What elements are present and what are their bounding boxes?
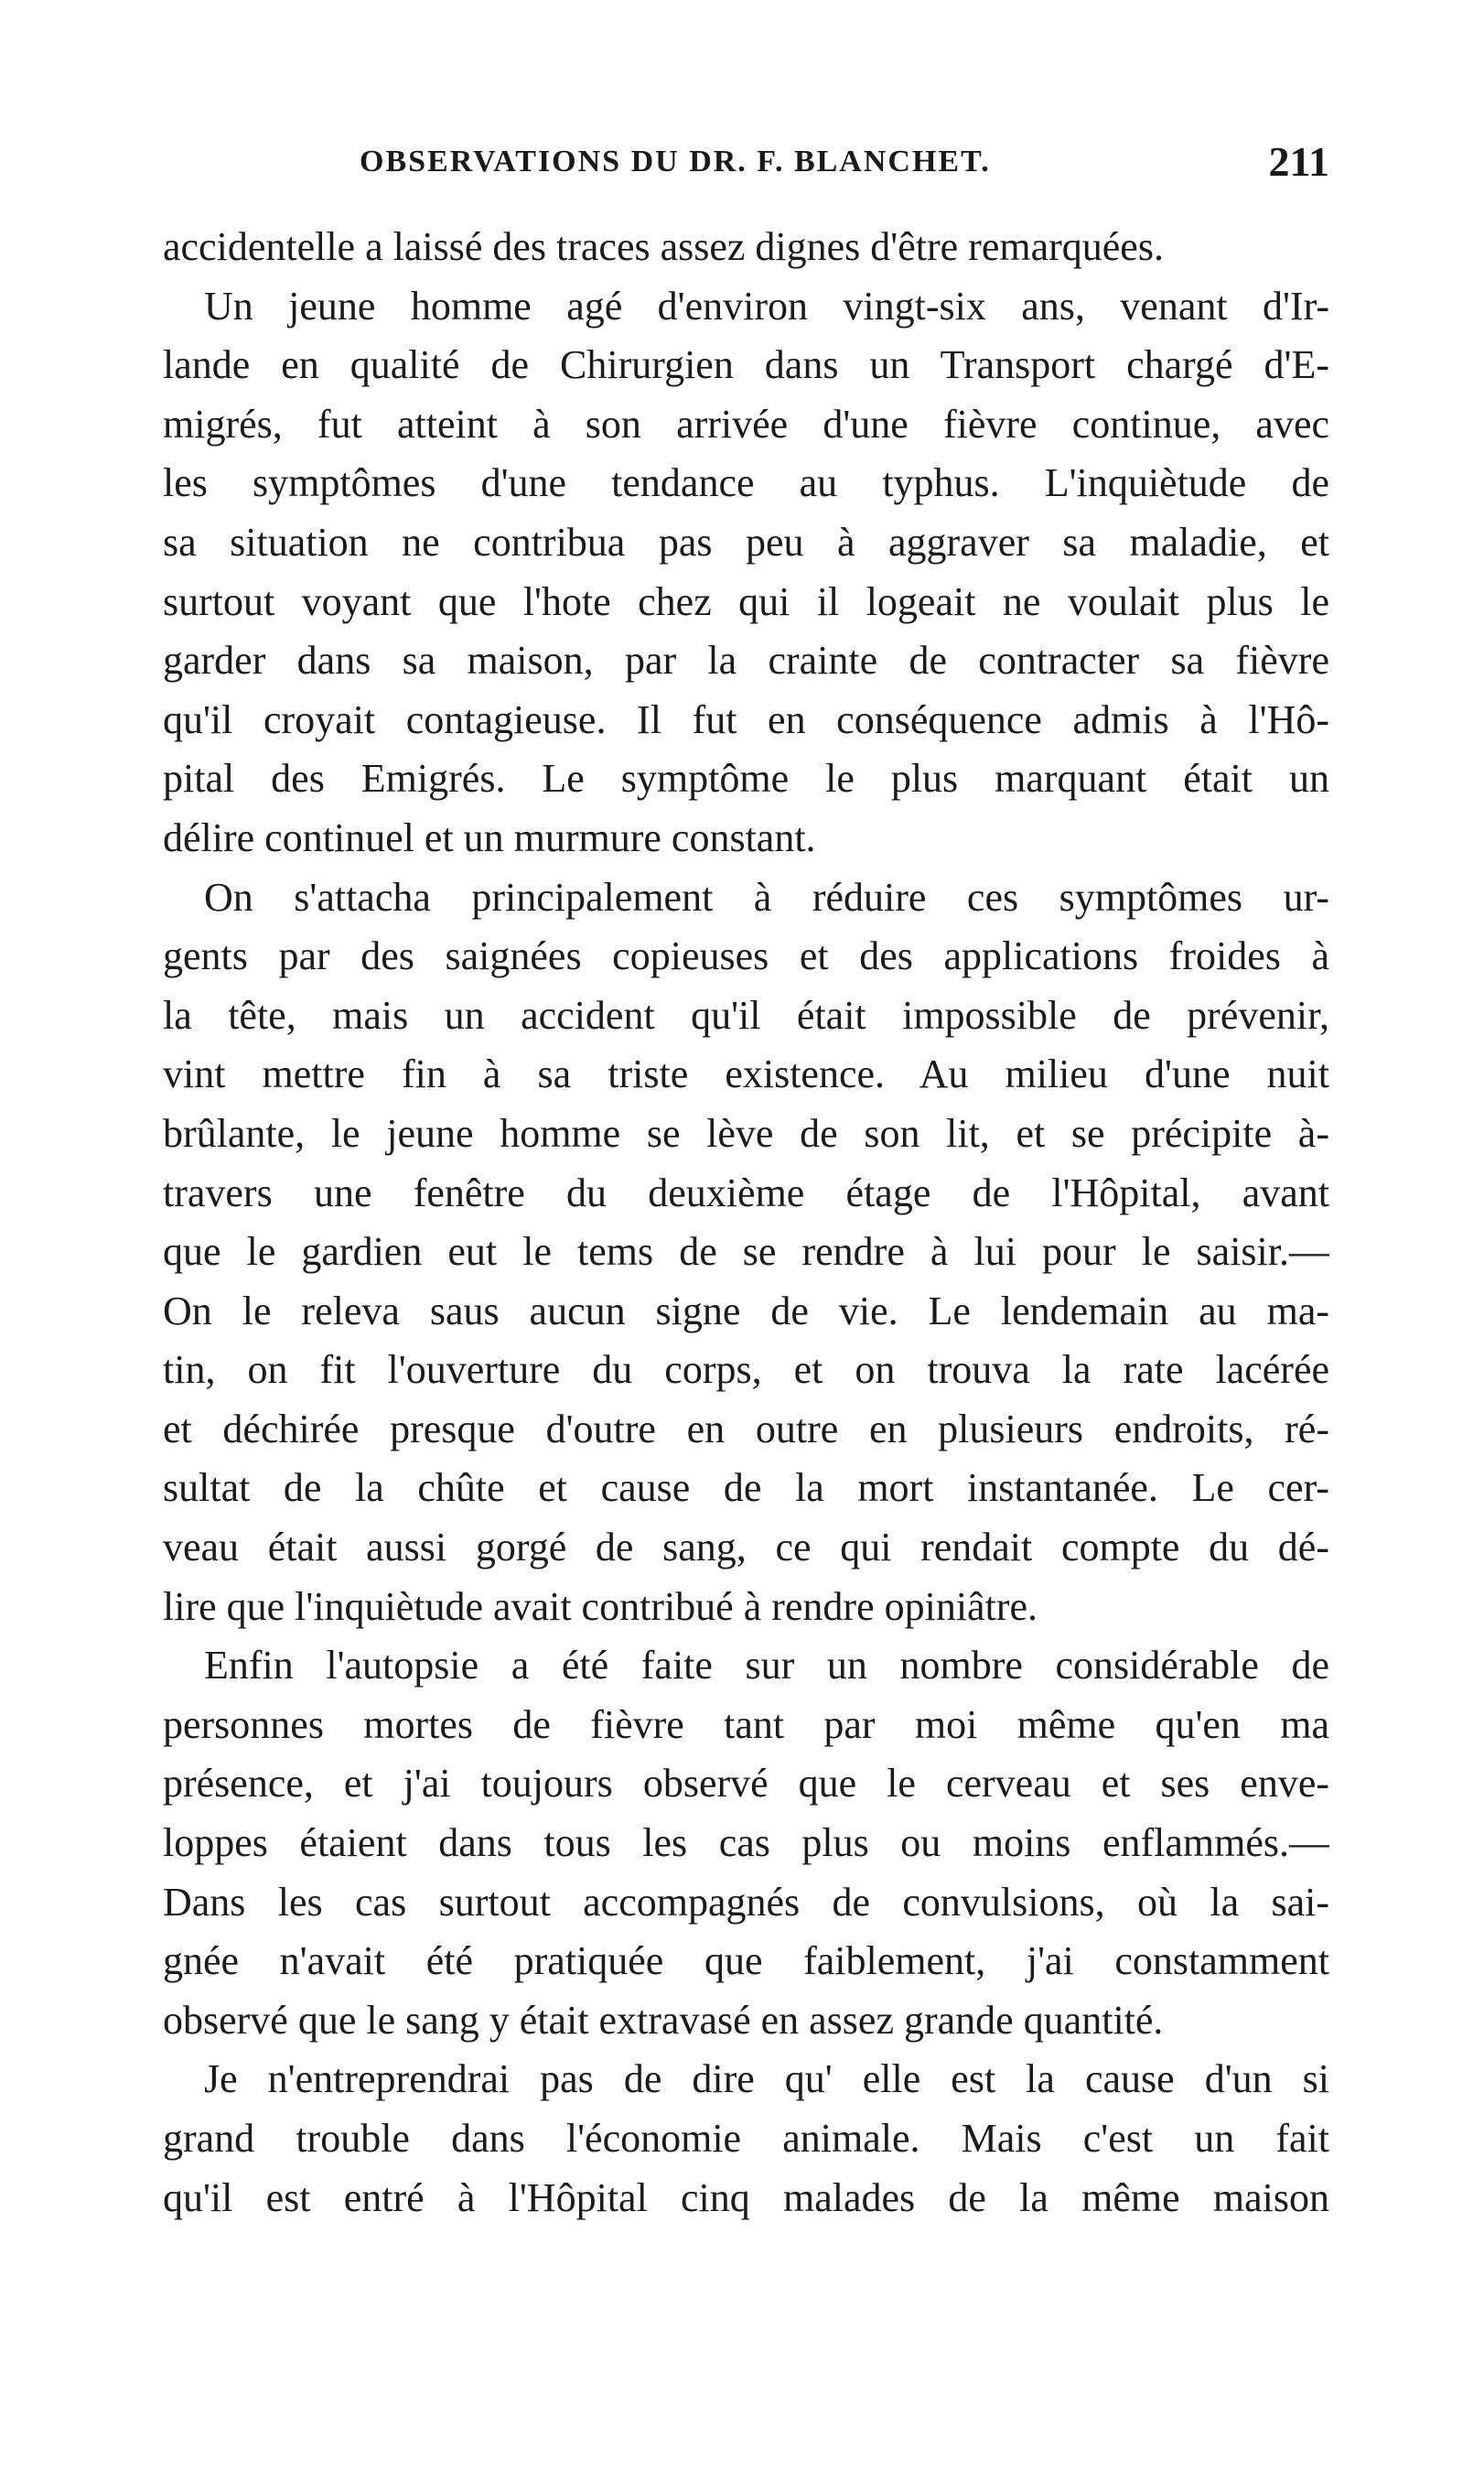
text-line: et déchirée presque d'outre en outre en plusieurs endroits, ré- — [163, 1406, 1329, 1451]
text-line: migrés, fut atteint à son arrivée d'une fièvre continue, avec — [163, 401, 1329, 447]
text-line: grand trouble dans l'économie animale. Mais c'est un fait — [163, 2116, 1329, 2161]
text-line: qu'il est entré à l'Hôpital cinq malades de la même maison — [163, 2174, 1329, 2220]
text-line: tin, on fit l'ouverture du corps, et on trouva la rate lacérée — [163, 1347, 1329, 1393]
text-line: sultat de la chûte et cause de la mort instantanée. Le cer- — [163, 1465, 1329, 1511]
text-line: les symptômes d'une tendance au typhus. L'inquiètude de — [163, 460, 1329, 506]
text-line: lire que l'inquiètude avait contribué à rendre opiniâtre. — [163, 1583, 1038, 1629]
text-line: accidentelle a laissé des traces assez dignes d'être remarquées. — [163, 224, 1164, 269]
text-line: sa situation ne contribua pas peu à aggraver sa maladie, et — [163, 519, 1329, 565]
text-line: vint mettre fin à sa triste existence. Au milieu d'une nuit — [163, 1052, 1329, 1097]
text-line: brûlante, le jeune homme se lève de son lit, et se précipite à- — [163, 1110, 1329, 1156]
text-line: surtout voyant que l'hote chez qui il logeait ne voulait plus le — [163, 578, 1329, 624]
text-line: Un jeune homme agé d'environ vingt-six ans, venant d'Ir- — [204, 283, 1329, 329]
body-text — [163, 218, 1329, 2228]
text-line: loppes étaient dans tous les cas plus ou moins enflammés.— — [163, 1820, 1329, 1866]
text-line: qu'il croyait contagieuse. Il fut en conséquence admis à l'Hô- — [163, 696, 1329, 742]
text-line: délire continuel et un murmure constant. — [163, 814, 816, 860]
text-line: observé que le sang y était extravasé en assez grande quantité. — [163, 1997, 1164, 2043]
text-line: présence, et j'ai toujours observé que le cerveau et ses enve- — [163, 1761, 1329, 1807]
text-line: travers une fenêtre du deuxième étage de l'Hôpital, avant — [163, 1170, 1329, 1215]
text-line: la tête, mais un accident qu'il était impossible de prévenir, — [163, 992, 1329, 1038]
text-line: gents par des saignées copieuses et des applications froides à — [163, 933, 1329, 979]
text-line: personnes mortes de fièvre tant par moi même qu'en ma — [163, 1701, 1329, 1747]
text-line: Je n'entreprendrai pas de dire qu' elle est la cause d'un si — [204, 2056, 1329, 2102]
text-line: gnée n'avait été pratiquée que faiblement, j'ai constamment — [163, 1938, 1329, 1984]
text-line: Enfin l'autopsie a été faite sur un nombre considérable de — [204, 1643, 1329, 1688]
text-line: que le gardien eut le tems de se rendre à lui pour le saisir.— — [163, 1229, 1329, 1275]
page-header — [163, 137, 1329, 192]
running-title: OBSERVATIONS DU DR. F. BLANCHET. — [360, 145, 991, 178]
text-line: Dans les cas surtout accompagnés de convulsions, où la sai- — [163, 1879, 1329, 1925]
text-line: On s'attacha principalement à réduire ces symptômes ur- — [204, 874, 1329, 920]
text-line: veau était aussi gorgé de sang, ce qui rendait compte du dé- — [163, 1525, 1329, 1570]
text-line: On le releva saus aucun signe de vie. Le lendemain au ma- — [163, 1288, 1329, 1333]
text-line: lande en qualité de Chirurgien dans un Transport chargé d'E- — [163, 342, 1329, 388]
text-line: pital des Emigrés. Le symptôme le plus marquant était un — [163, 756, 1329, 802]
page-number: 211 — [1268, 138, 1329, 185]
text-line: garder dans sa maison, par la crainte de contracter sa fièvre — [163, 638, 1329, 684]
